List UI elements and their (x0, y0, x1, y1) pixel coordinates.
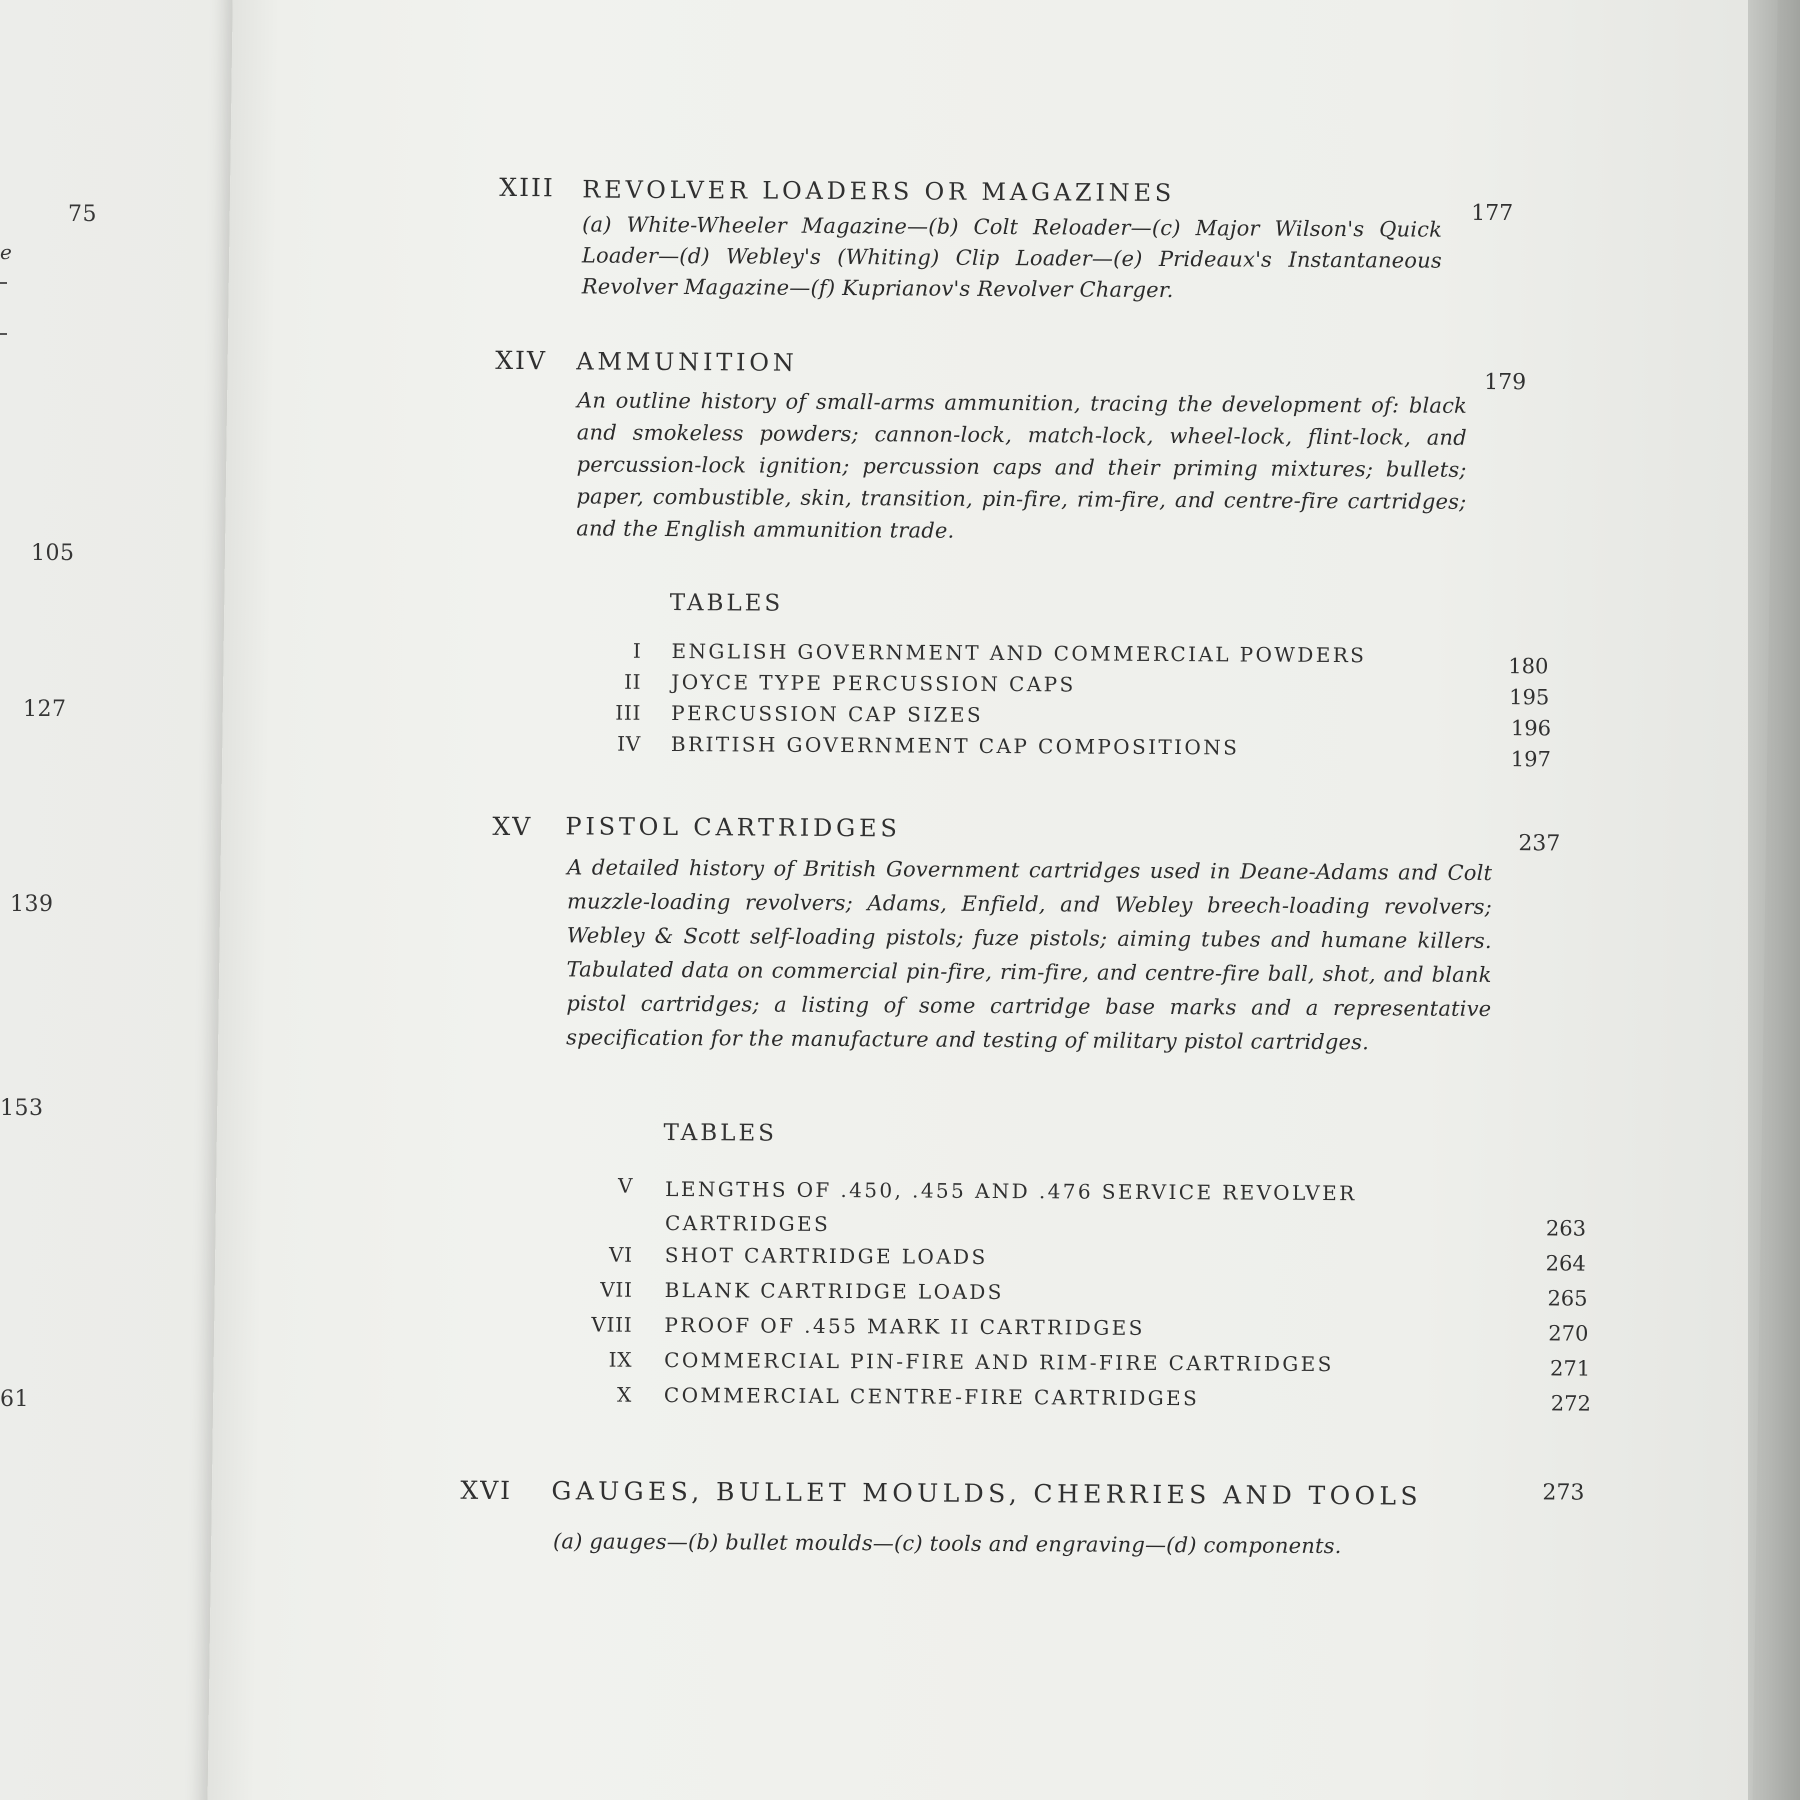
left-page-mark-letter: e (0, 240, 13, 264)
chapter-title: GAUGES, BULLET MOULDS, CHERRIES AND TOOLS (551, 1476, 1423, 1511)
chapter-page: 273 (1542, 1480, 1585, 1506)
left-page-number-61: 61 (0, 1387, 29, 1412)
left-page-number-127: 127 (23, 697, 67, 722)
table-row-number: IX (608, 1347, 633, 1372)
table-row-title: COMMERCIAL PIN-FIRE AND RIM-FIRE CARTRIDGES (664, 1347, 1334, 1377)
table-row-title: LENGTHS OF .450, .455 AND .476 SERVICE REVOLVER CARTRIDGES (664, 1176, 1357, 1236)
chapter-description: (a) White-Wheeler Magazine—(b) Colt Reloader—(c) Major Wilson's Quick Loader—(d) Webley's (Whiting) Clip Loader—(e) Prideaux's Instantaneous Revolver Magazine—(f) Kuprianov's Revolver Charger. (581, 212, 1443, 303)
table-row-number: II (624, 669, 642, 694)
chapter-number: XIV (495, 345, 548, 376)
chapter-title: AMMUNITION (576, 347, 798, 377)
table-row-number: III (615, 700, 642, 725)
table-row-page: 265 (1547, 1286, 1588, 1311)
left-page-number-139: 139 (10, 892, 54, 917)
table-row-page: 180 (1508, 654, 1549, 679)
table-row-number: IV (617, 731, 642, 756)
table-row-title: COMMERCIAL CENTRE-FIRE CARTRIDGES (663, 1382, 1200, 1411)
tables-heading: TABLES (669, 589, 784, 617)
table-row-number: I (632, 638, 642, 663)
left-page-number-105: 105 (31, 541, 75, 566)
left-page-number-153: 153 (0, 1096, 44, 1121)
left-page-number-75: 75 (68, 202, 97, 227)
chapter-description: A detailed history of British Government cartridges used in Deane-Adams and Colt muzzle-loading revolvers; Adams, Enfield, and Webley breech-loading revolvers; Webley & Scott self-loading pistols; fuze pistols; aiming tubes and humane killers. Tabulated data on commercial pin-fire, rim-fire, and centre-fire ball, shot, and blank pistol cartridges; a listing of some cartridge base marks and a representative specification for the manufacture and testing of military pistol cartridges. (566, 855, 1493, 1055)
table-row-page: 195 (1509, 685, 1550, 710)
chapter-number: XV (492, 811, 533, 842)
table-row-number: VIII (591, 1312, 633, 1337)
table-row-number: VII (600, 1277, 633, 1302)
chapter-number: XIII (499, 172, 555, 203)
chapter-page: 179 (1484, 369, 1527, 396)
table-row-title: ENGLISH GOVERNMENT AND COMMERCIAL POWDERS (671, 638, 1367, 668)
chapter-description: An outline history of small-arms ammunition, tracing the development of: black and smokeless powders; cannon-lock, match-lock, wheel-lock, flint-lock, and percussion-lock ignition; percussion caps and their priming mixtures; bullets; paper, combustible, skin, transition, pin-fire, rim-fire, and centre-fire cartridges; and the English ammunition trade. (576, 388, 1468, 543)
table-row-title: BLANK CARTRIDGE LOADS (664, 1277, 1004, 1305)
table-row-number: X (616, 1382, 633, 1407)
table-row-title: SHOT CARTRIDGE LOADS (664, 1242, 988, 1269)
chapter-page: 177 (1471, 200, 1514, 227)
table-row-title: JOYCE TYPE PERCUSSION CAPS (671, 669, 1076, 697)
table-row-title: PROOF OF .455 MARK II CARTRIDGES (664, 1312, 1145, 1340)
chapter-title: PISTOL CARTRIDGES (565, 812, 901, 843)
table-row-page: 270 (1548, 1321, 1589, 1346)
chapter-description: (a) gauges—(b) bullet moulds—(c) tools and engraving—(d) components. (553, 1529, 1342, 1559)
table-row-page: 196 (1510, 716, 1552, 741)
table-row-page: 271 (1549, 1356, 1591, 1381)
tables-heading: TABLES (663, 1119, 778, 1147)
table-row-page: 197 (1510, 747, 1551, 772)
table-row-title: PERCUSSION CAP SIZES (671, 700, 984, 727)
chapter-page: 237 (1518, 831, 1561, 857)
chapter-number: XVI (460, 1475, 513, 1506)
table-row-page: 272 (1550, 1391, 1592, 1416)
table-row-page: 264 (1545, 1251, 1586, 1276)
table-row-page: 263 (1545, 1216, 1587, 1241)
chapter-title: REVOLVER LOADERS OR MAGAZINES (582, 175, 1176, 208)
table-row-number: V (618, 1173, 634, 1198)
table-row-number: VI (609, 1242, 633, 1267)
table-row-title: BRITISH GOVERNMENT CAP COMPOSITIONS (670, 731, 1240, 760)
